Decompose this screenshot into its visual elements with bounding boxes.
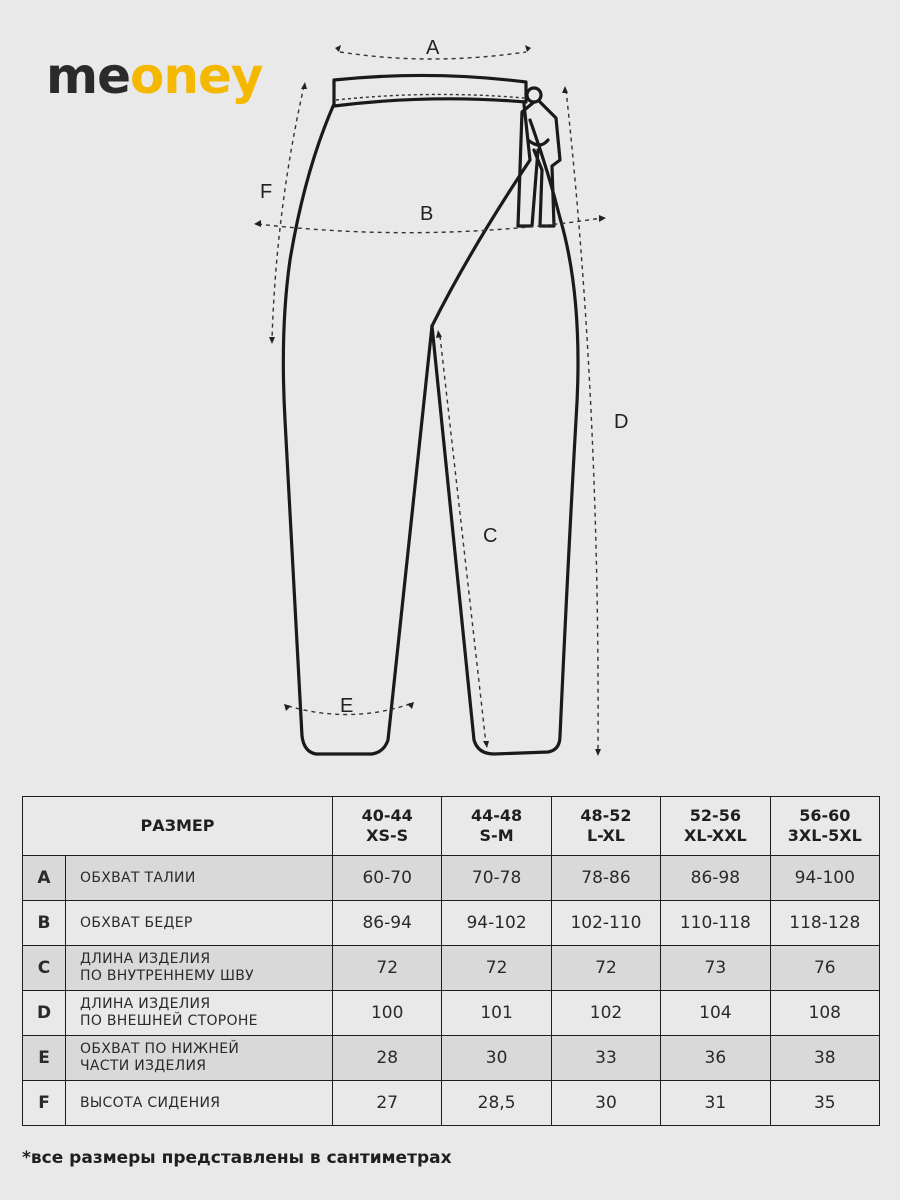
row-description: ОБХВАТ ПО НИЖНЕЙ ЧАСТИ ИЗДЕЛИЯ bbox=[66, 1036, 333, 1081]
row-letter: B bbox=[23, 901, 66, 946]
table-cell: 108 bbox=[770, 991, 879, 1036]
row-letter: A bbox=[23, 856, 66, 901]
size-col-header: 56-60 3XL-5XL bbox=[770, 797, 879, 856]
label-c: C bbox=[483, 525, 498, 547]
table-cell: 86-98 bbox=[661, 856, 770, 901]
table-cell: 28 bbox=[333, 1036, 442, 1081]
row-letter: E bbox=[23, 1036, 66, 1081]
row-description: ОБХВАТ ТАЛИИ bbox=[66, 856, 333, 901]
table-cell: 30 bbox=[442, 1036, 551, 1081]
table-cell: 60-70 bbox=[333, 856, 442, 901]
pants-outline-right bbox=[432, 120, 578, 754]
size-table bbox=[22, 796, 880, 1126]
row-description: ДЛИНА ИЗДЕЛИЯ ПО ВНЕШНЕЙ СТОРОНЕ bbox=[66, 991, 333, 1036]
table-cell: 35 bbox=[770, 1081, 879, 1126]
table-cell: 101 bbox=[442, 991, 551, 1036]
table-cell: 73 bbox=[661, 946, 770, 991]
table-cell: 72 bbox=[551, 946, 660, 991]
table-cell: 94-102 bbox=[442, 901, 551, 946]
size-header-label: РАЗМЕР bbox=[23, 797, 333, 856]
table-cell: 70-78 bbox=[442, 856, 551, 901]
table-cell: 102-110 bbox=[551, 901, 660, 946]
measure-d-line bbox=[566, 90, 598, 752]
label-d: D bbox=[614, 411, 629, 433]
table-cell: 110-118 bbox=[661, 901, 770, 946]
table-cell: 102 bbox=[551, 991, 660, 1036]
table-cell: 31 bbox=[661, 1081, 770, 1126]
row-letter: C bbox=[23, 946, 66, 991]
table-cell: 72 bbox=[333, 946, 442, 991]
size-col-header: 40-44 XS-S bbox=[333, 797, 442, 856]
table-row bbox=[23, 1036, 880, 1081]
tie-knot bbox=[527, 88, 541, 102]
table-cell: 86-94 bbox=[333, 901, 442, 946]
label-a: A bbox=[426, 37, 440, 59]
logo-part-2: oney bbox=[130, 47, 263, 105]
table-cell: 36 bbox=[661, 1036, 770, 1081]
table-row bbox=[23, 856, 880, 901]
table-cell: 30 bbox=[551, 1081, 660, 1126]
size-table-header bbox=[23, 797, 880, 856]
logo-part-1: me bbox=[46, 47, 131, 105]
table-cell: 78-86 bbox=[551, 856, 660, 901]
table-row bbox=[23, 946, 880, 991]
table-cell: 94-100 bbox=[770, 856, 879, 901]
row-description: ОБХВАТ БЕДЕР bbox=[66, 901, 333, 946]
row-description: ВЫСОТА СИДЕНИЯ bbox=[66, 1081, 333, 1126]
table-row bbox=[23, 901, 880, 946]
size-col-header: 52-56 XL-XXL bbox=[661, 797, 770, 856]
table-cell: 100 bbox=[333, 991, 442, 1036]
table-cell: 27 bbox=[333, 1081, 442, 1126]
table-cell: 28,5 bbox=[442, 1081, 551, 1126]
size-col-header: 48-52 L-XL bbox=[551, 797, 660, 856]
table-cell: 33 bbox=[551, 1036, 660, 1081]
wrap-panel bbox=[432, 104, 530, 326]
waistband bbox=[334, 75, 526, 106]
footnote: *все размеры представлены в сантиметрах bbox=[22, 1148, 452, 1168]
table-cell: 76 bbox=[770, 946, 879, 991]
row-letter: F bbox=[23, 1081, 66, 1126]
label-f: F bbox=[260, 181, 273, 203]
row-description: ДЛИНА ИЗДЕЛИЯ ПО ВНУТРЕННЕМУ ШВУ bbox=[66, 946, 333, 991]
label-b: B bbox=[420, 203, 434, 225]
table-row bbox=[23, 1081, 880, 1126]
size-col-header: 44-48 S-M bbox=[442, 797, 551, 856]
table-cell: 38 bbox=[770, 1036, 879, 1081]
table-cell: 118-128 bbox=[770, 901, 879, 946]
row-letter: D bbox=[23, 991, 66, 1036]
pants-outline-left bbox=[283, 104, 432, 754]
measure-c-line bbox=[440, 336, 486, 744]
table-cell: 72 bbox=[442, 946, 551, 991]
table-cell: 104 bbox=[661, 991, 770, 1036]
label-e: E bbox=[340, 695, 354, 717]
table-row bbox=[23, 991, 880, 1036]
